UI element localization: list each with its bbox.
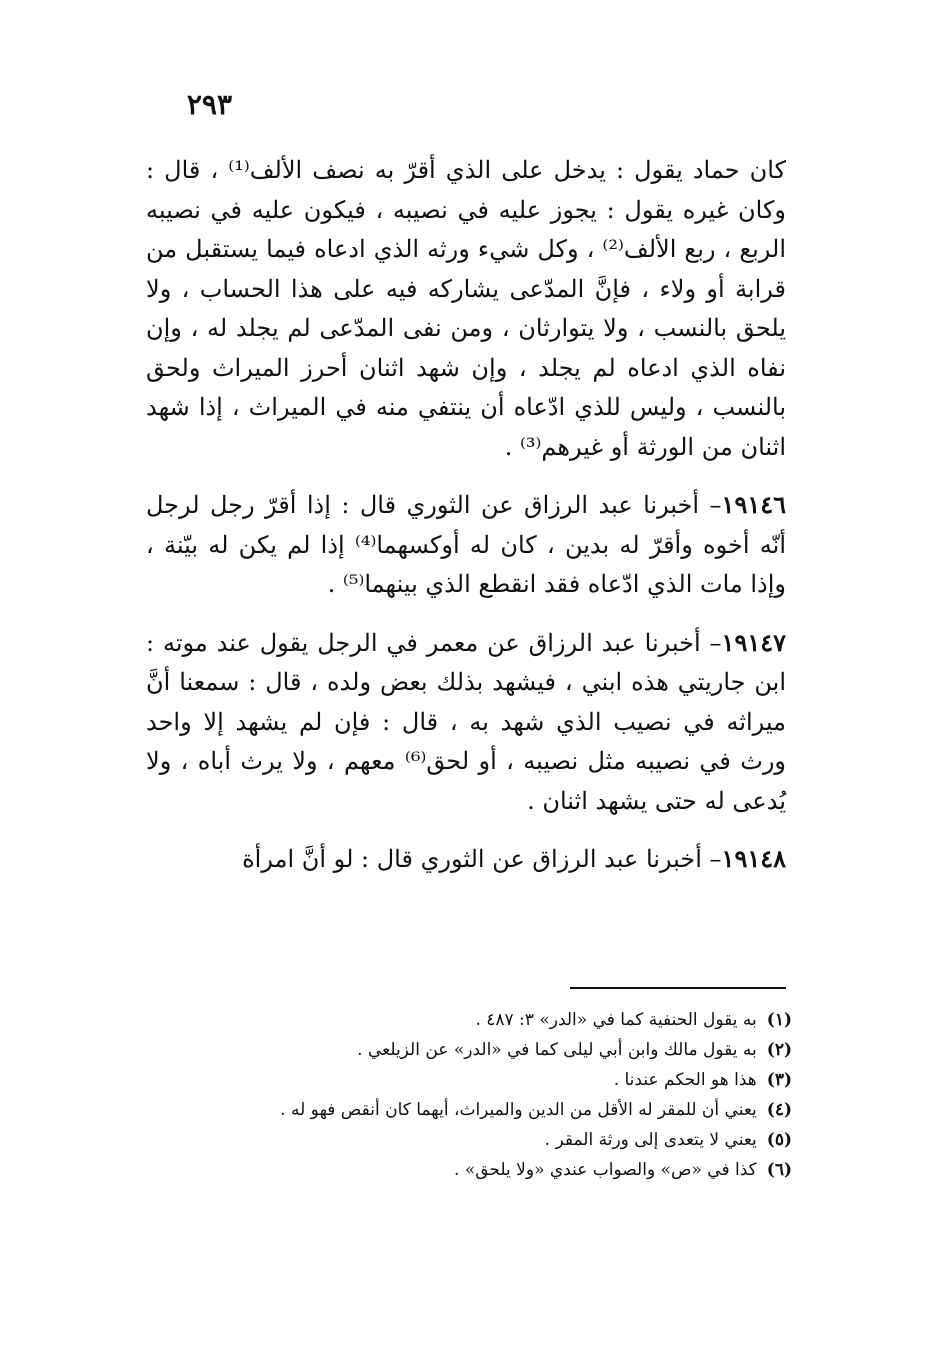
- hadith-number: ١٩١٤٧: [721, 627, 786, 657]
- footnotes: [152, 1005, 792, 1185]
- footnote-number: (١): [766, 1010, 792, 1030]
- footnote: [152, 1065, 792, 1095]
- page-number: ٢٩٣: [186, 88, 232, 121]
- paragraph-text: – أخبرنا عبد الرزاق عن الثوري قال : لو أنَّ امرأة: [242, 845, 722, 873]
- footnote-text: به يقول الحنفية كما في «الدر» ٣: ٤٨٧ .: [475, 1010, 757, 1030]
- footnote: [152, 1035, 792, 1065]
- paragraph: [146, 839, 786, 880]
- footnote: [152, 1155, 792, 1185]
- footnote-text: يعني لا يتعدى إلى ورثة المقر .: [544, 1130, 757, 1150]
- footnote-text: هذا هو الحكم عندنا .: [613, 1070, 757, 1090]
- footnote: [152, 1005, 792, 1035]
- footnote-text: كذا في «ص» والصواب عندي «ولا يلحق» .: [454, 1160, 757, 1180]
- footnote-number: (٤): [766, 1100, 792, 1120]
- paragraph-text: كان حماد يقول : يدخل على الذي أقرّ به نصف الألف⁽¹⁾ ، قال : وكان غيره يقول : يجوز عليه في نصيبه ، فيكون عليه في نصيبه الربع ، ربع الألف⁽²⁾ ، وكل شيء ورثه الذي ادعاه فيما يستقبل من قرابة أو ولاء ، فإنَّ المدّعى يشاركه فيه على هذا الحساب ، ولا يلحق بالنسب ، ولا يتوارثان ، ومن نفى المدّعى لم يجلد له ، وإن نفاه الذي ادعاه لم يجلد ، وإن شهد اثنان أحرز الميراث ولحق بالنسب ، وليس للذي ادّعاه أن ينتفي منه في الميراث ، إذا شهد اثنان من الورثة أو غيرهم⁽³⁾ .: [146, 156, 787, 461]
- hadith-number: ١٩١٤٦: [721, 490, 786, 519]
- paragraph-text: – أخبرنا عبد الرزاق عن الثوري قال : إذا أقرّ رجل لرجل أنّه أخوه وأقرّ له بدين ، كان له أوكسهما⁽⁴⁾ إذا لم يكن له بيّنة ، وإذا مات الذي ادّعاه فقد انقطع الذي بينهما⁽⁵⁾ .: [146, 491, 786, 598]
- footnote-number: (٥): [766, 1130, 792, 1150]
- footnote-text: يعني أن للمقر له الأقل من الدين والميراث، أيهما كان أنقص فهو له .: [280, 1100, 757, 1120]
- footnote: [152, 1095, 792, 1125]
- footnote: [152, 1125, 792, 1155]
- paragraph: [146, 150, 786, 467]
- footnote-text: به يقول مالك وابن أبي ليلى كما في «الدر» عن الزيلعي .: [357, 1040, 757, 1060]
- footnote-number: (٢): [766, 1040, 792, 1060]
- footnote-divider: [570, 987, 786, 989]
- footnote-number: (٦): [766, 1160, 792, 1180]
- main-text: [146, 150, 786, 880]
- paragraph: [146, 623, 786, 822]
- hadith-number: ١٩١٤٨: [721, 844, 786, 873]
- paragraph: [146, 485, 786, 605]
- footnote-number: (٣): [766, 1070, 792, 1090]
- paragraph-text: – أخبرنا عبد الرزاق عن معمر في الرجل يقول عند موته : ابن جاريتي هذه ابني ، فيشهد بذلك بعض ولده ، قال : سمعنا أنَّ ميراثه في نصيب الذي شهد به ، قال : فإن لم يشهد إلا واحد ورث في نصيبه مثل نصيبه ، أو لحق⁽⁶⁾ معهم ، ولا يرث أباه ، ولا يُدعى له حتى يشهد اثنان .: [146, 628, 787, 815]
